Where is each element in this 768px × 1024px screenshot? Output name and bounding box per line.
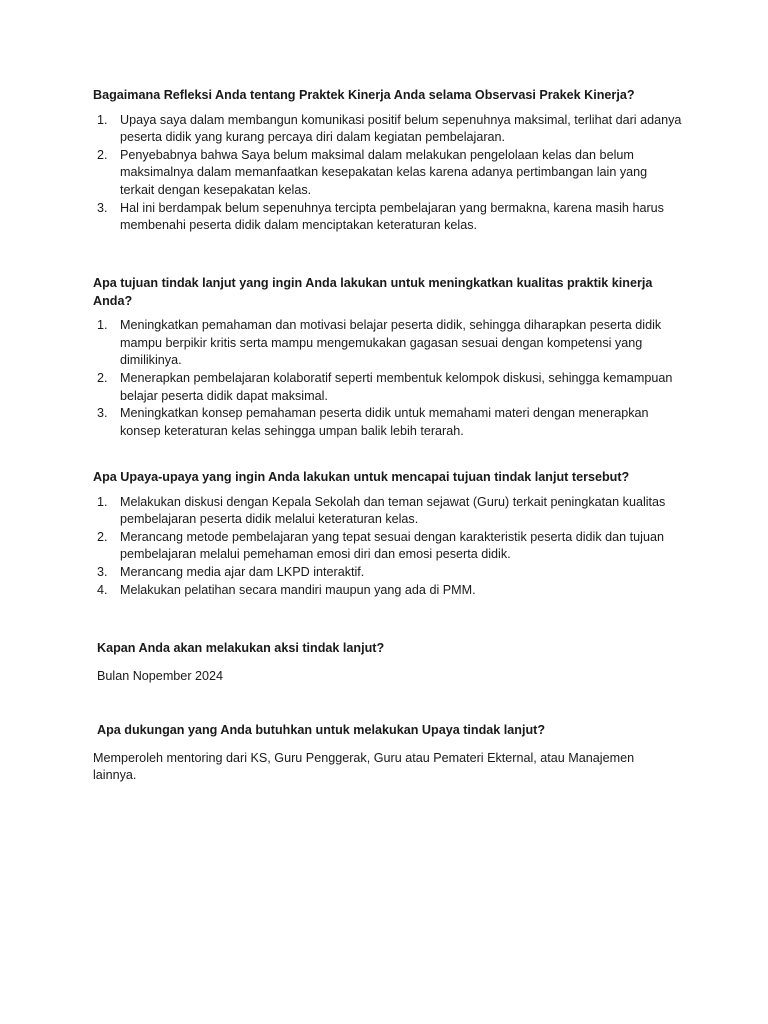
section-support	[93, 722, 683, 785]
question-heading: Apa Upaya-upaya yang ingin Anda lakukan untuk mencapai tujuan tindak lanjut tersebut?	[93, 470, 630, 484]
list-item: 1. Melakukan diskusi dengan Kepala Sekolah dan teman sejawat (Guru) terkait peningkatan kualitas pembelajaran peserta didik melalui keteraturan kelas.	[97, 494, 666, 527]
section-efforts	[93, 469, 683, 599]
list-item: 3. Meningkatkan konsep pemahaman peserta didik untuk memahami materi dengan menerapkan konsep keteraturan kelas sehingga umpan balik lebih terarah.	[97, 406, 649, 438]
question-heading: Apa dukungan yang Anda butuhkan untuk melakukan Upaya tindak lanjut?	[97, 723, 546, 737]
answer-list	[93, 112, 683, 235]
list-item: 1. Upaya saya dalam membangun komunikasi positif belum sepenuhnya maksimal, terlihat dari adanya peserta didik yang kurang percaya diri dalam kegiatan pembelajaran.	[97, 112, 682, 145]
list-item: 2. Penyebabnya bahwa Saya belum maksimal dalam melakukan pengelolaan kelas dan belum maksimalnya dalam memanfaatkan kesepakatan kelas karena adanya pertimbangan lain yang terkait dengan kesepakatan kelas.	[97, 147, 648, 197]
list-item: 3. Hal ini berdampak belum sepenuhnya tercipta pembelajaran yang bermakna, karena masih harus membenahi peserta didik dalam menciptakan keteraturan kelas.	[97, 200, 664, 233]
list-item: 2. Menerapkan pembelajaran kolaboratif seperti membentuk kelompok diskusi, sehingga kemampuan belajar peserta didik dapat maksimal.	[97, 370, 673, 403]
list-item: 1. Meningkatkan pemahaman dan motivasi belajar peserta didik, sehingga diharapkan peserta didik mampu berpikir kritis serta mampu mengemukakan gagasan sesuai dengan kompetensi yang dimilikinya.	[97, 318, 662, 368]
question-heading: Kapan Anda akan melakukan aksi tindak lanjut?	[97, 641, 385, 655]
answer-list	[93, 317, 683, 440]
list-item: 4. Melakukan pelatihan secara mandiri maupun yang ada di PMM.	[97, 582, 476, 597]
question-heading: Bagaimana Refleksi Anda tentang Praktek Kinerja Anda selama Observasi Prakek Kinerja?	[93, 88, 635, 102]
section-follow-up-goals	[93, 275, 683, 440]
answer-list	[93, 494, 683, 600]
section-when	[97, 640, 687, 685]
list-item: 3. Merancang media ajar dam LKPD interaktif.	[97, 564, 365, 579]
question-heading: Apa tujuan tindak lanjut yang ingin Anda lakukan untuk meningkatkan kualitas praktik kinerja Anda?	[93, 276, 653, 308]
answer-text: Memperoleh mentoring dari KS, Guru Penggerak, Guru atau Pemateri Ekternal, atau Manajemen lainnya.	[93, 750, 635, 783]
answer-text: Bulan Nopember 2024	[97, 668, 224, 683]
section-reflection	[93, 87, 683, 235]
list-item: 2. Merancang metode pembelajaran yang tepat sesuai dengan karakteristik peserta didik dan tujuan pembelajaran melalui pemehaman emosi diri dan emosi peserta didik.	[97, 529, 664, 562]
